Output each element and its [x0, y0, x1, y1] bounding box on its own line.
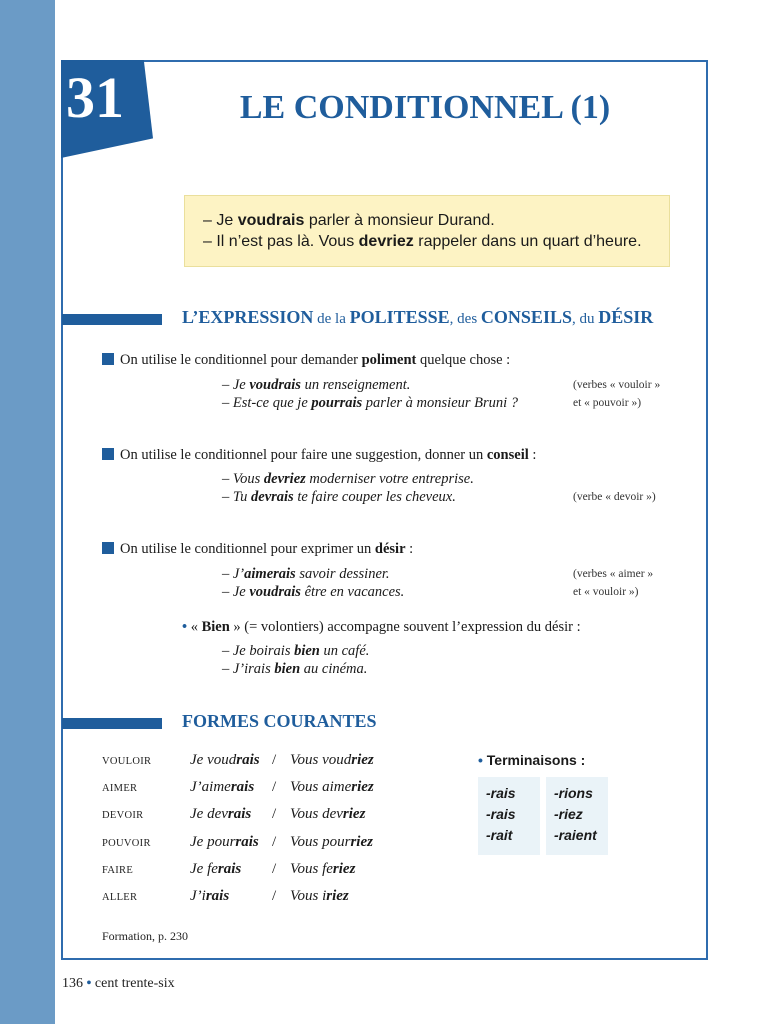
rule-conseil: On utilise le conditionnel pour faire une suggestion, donner un conseil : — [102, 446, 536, 464]
dot-bullet-icon: • — [478, 752, 483, 768]
verb-je-form: J’irais — [190, 888, 230, 904]
verb-row — [102, 806, 402, 826]
intro-example-line: – Il n’est pas là. Vous devriez rappeler dans un quart d’heure. — [203, 233, 642, 250]
slash: / — [272, 861, 277, 877]
verb-vous-form: Vous pourriez — [290, 834, 373, 850]
verb-row — [102, 861, 402, 881]
section-title-formes: FORMES COURANTES — [182, 711, 377, 731]
verb-vous-form: Vous aimeriez — [290, 779, 374, 795]
verb-row — [102, 779, 402, 799]
verb-name: VOULOIR — [102, 756, 152, 767]
dot-bullet-icon: • — [86, 976, 92, 991]
page-title: LE CONDITIONNEL (1) — [239, 89, 611, 126]
verb-name: POUVOIR — [102, 838, 151, 849]
verb-je-form: Je pourrais — [190, 834, 259, 850]
verb-vous-form: Vous voudriez — [290, 752, 374, 768]
verb-row — [102, 888, 402, 908]
example-line: – J’aimerais savoir dessiner. — [222, 566, 390, 582]
left-margin-strip — [0, 0, 55, 1024]
example-line: – Vous devriez moderniser votre entreprise. — [222, 471, 474, 487]
rule-bien: • « Bien » (= volontiers) accompagne souvent l’expression du désir : — [182, 619, 581, 635]
verb-vous-form: Vous devriez — [290, 806, 366, 822]
verb-name: ALLER — [102, 892, 138, 903]
verb-name: DEVOIR — [102, 810, 144, 821]
verb-row — [102, 752, 402, 772]
rule-politesse: On utilise le conditionnel pour demander poliment quelque chose : — [102, 351, 510, 369]
example-line: – Je boirais bien un café. — [222, 643, 370, 659]
slash: / — [272, 806, 277, 822]
verb-note: et « vouloir ») — [573, 586, 639, 598]
example-line: – J’irais bien au cinéma. — [222, 661, 368, 677]
verb-je-form: Je voudrais — [190, 752, 260, 768]
intro-example-line: – Je voudrais parler à monsieur Durand. — [203, 212, 495, 229]
verb-note: (verbes « vouloir » — [573, 379, 661, 391]
verb-name: FAIRE — [102, 865, 134, 876]
slash: / — [272, 834, 277, 850]
dot-bullet-icon: • — [182, 619, 188, 635]
ending: -rions — [554, 785, 593, 801]
verb-vous-form: Vous feriez — [290, 861, 356, 877]
verb-vous-form: Vous iriez — [290, 888, 349, 904]
verb-je-form: Je devrais — [190, 806, 252, 822]
example-line: – Tu devrais te faire couper les cheveux. — [222, 489, 456, 505]
ending: -rais — [486, 806, 516, 822]
rule-desir: On utilise le conditionnel pour exprimer un désir : — [102, 540, 413, 558]
formation-reference: Formation, p. 230 — [102, 929, 188, 943]
page-number-words: cent trente-six — [94, 976, 175, 991]
terminaisons-plural-box — [546, 777, 608, 855]
verb-note: (verbe « devoir ») — [573, 491, 656, 503]
verb-je-form: Je ferais — [190, 861, 242, 877]
chapter-number: 31 — [66, 65, 124, 130]
example-line: – Est-ce que je pourrais parler à monsieur Bruni ? — [222, 395, 519, 411]
ending: -rais — [486, 785, 516, 801]
page-number: 136 — [62, 976, 83, 991]
ending: -riez — [554, 806, 583, 822]
intro-example-box — [184, 195, 670, 267]
section-title-expression: L’EXPRESSION de la POLITESSE, des CONSEILS, du DÉSIR — [182, 307, 654, 327]
square-bullet-icon — [102, 448, 114, 460]
ending: -raient — [554, 827, 597, 843]
section-bar — [62, 314, 162, 325]
verb-je-form: J’aimerais — [190, 779, 255, 795]
slash: / — [272, 752, 277, 768]
verb-name: AIMER — [102, 783, 138, 794]
verb-note: et « pouvoir ») — [573, 397, 642, 409]
section-bar — [62, 718, 162, 729]
square-bullet-icon — [102, 353, 114, 365]
page-footer — [62, 976, 175, 992]
verb-row — [102, 834, 402, 854]
square-bullet-icon — [102, 542, 114, 554]
ending: -rait — [486, 827, 513, 843]
slash: / — [272, 888, 277, 904]
slash: / — [272, 779, 277, 795]
example-line: – Je voudrais être en vacances. — [222, 584, 405, 600]
example-line: – Je voudrais un renseignement. — [222, 377, 411, 393]
verb-note: (verbes « aimer » — [573, 568, 654, 580]
terminaisons-singular-box — [478, 777, 540, 855]
terminaisons-label: • Terminaisons : — [478, 752, 586, 768]
